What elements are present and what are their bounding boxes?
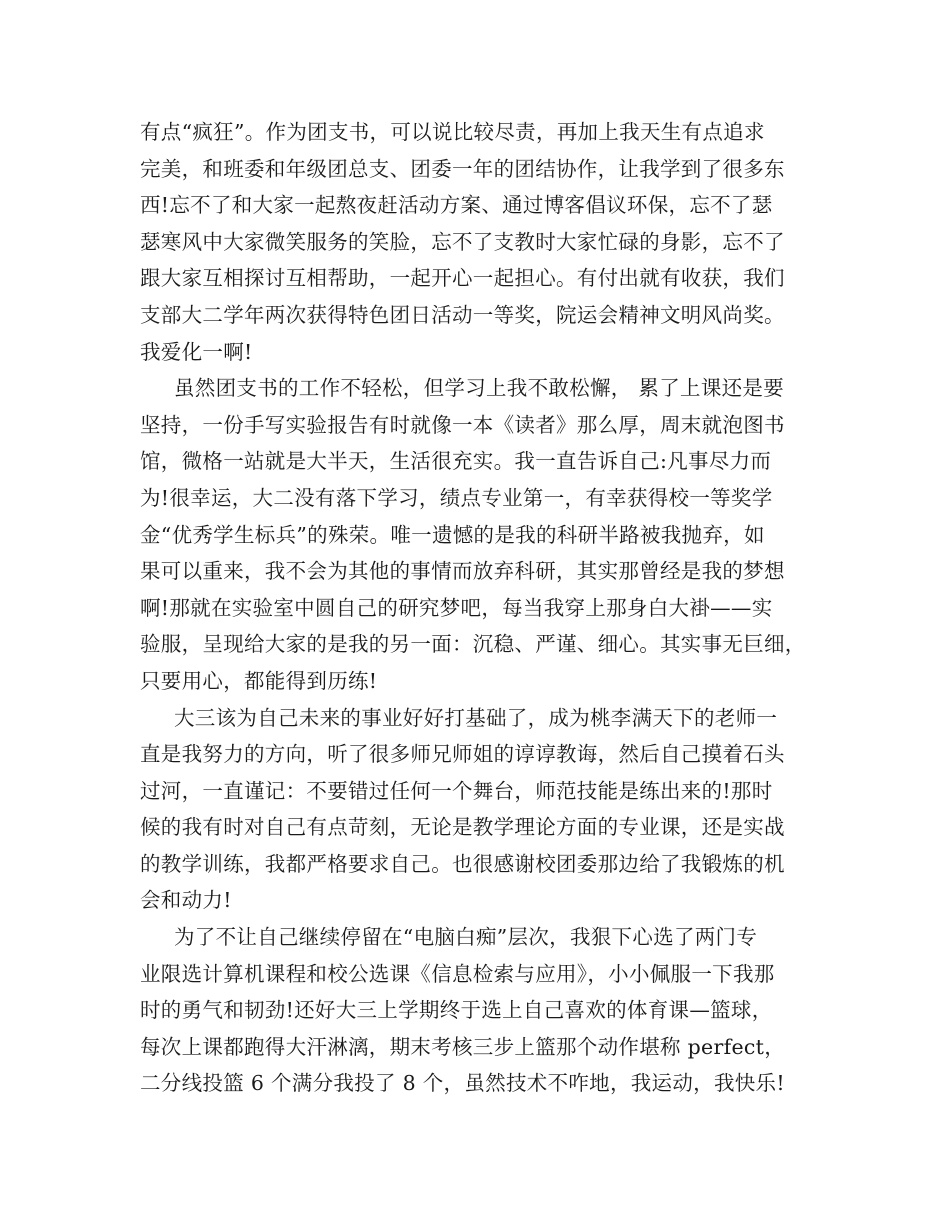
text-line: 跟大家互相探讨互相帮助，一起开心一起担心。有付出就有收获，我们 bbox=[140, 266, 785, 291]
text-line: 的教学训练，我都严格要求自己。也很感谢校团委那边给了我锻炼的机 bbox=[140, 851, 785, 876]
text-line: 验服，呈现给大家的是我的另一面：沉稳、严谨、细心。其实事无巨细， bbox=[140, 632, 806, 657]
text-line: 完美，和班委和年级团总支、团委一年的团结协作，让我学到了很多东 bbox=[140, 156, 785, 181]
text-line: 只要用心，都能得到历练! bbox=[140, 668, 378, 693]
text-line: 果可以重来，我不会为其他的事情而放弃科研，其实那曾经是我的梦想 bbox=[140, 559, 785, 584]
text-line: 时的勇气和韧劲!还好大三上学期终于选上自己喜欢的体育课—篮球， bbox=[140, 998, 773, 1023]
text-line: 西!忘不了和大家一起熬夜赶活动方案、通过博客倡议环保，忘不了瑟 bbox=[140, 193, 773, 218]
text-line: 坚持，一份手写实验报告有时就像一本《读者》那么厚，周末就泡图书 bbox=[140, 412, 785, 437]
text-line: 支部大二学年两次获得特色团日活动一等奖，院运会精神文明风尚奖。 bbox=[140, 302, 785, 327]
text-line: 直是我努力的方向，听了很多师兄师姐的谆谆教诲，然后自己摸着石头 bbox=[140, 742, 785, 767]
body-text bbox=[140, 114, 830, 1102]
text-line: 馆，微格一站就是大半天，生活很充实。我一直告诉自己:凡事尽力而 bbox=[140, 449, 772, 474]
text-line: 有点“疯狂”。作为团支书，可以说比较尽责，再加上我天生有点追求 bbox=[140, 120, 765, 144]
paragraph-first-line: 虽然团支书的工作不轻松，但学习上我不敢松懈， 累了上课还是要 bbox=[174, 376, 785, 401]
text-line: 过河，一直谨记：不要错过任何一个舞台，师范技能是练出来的!那时 bbox=[140, 778, 773, 803]
text-line: 啊!那就在实验室中圆自己的研究梦吧，每当我穿上那身白大褂——实 bbox=[140, 595, 773, 620]
text-line: 二分线投篮 6 个满分我投了 8 个，虽然技术不咋地，我运动，我快乐! bbox=[140, 1071, 785, 1096]
text-line: 为!很幸运，大二没有落下学习，绩点专业第一，有幸获得校一等奖学 bbox=[140, 485, 773, 510]
paragraph-first-line: 大三该为自己未来的事业好好打基础了，成为桃李满天下的老师一 bbox=[174, 705, 778, 730]
text-line: 金“优秀学生标兵”的殊荣。唯一遗憾的是我的科研半路被我抛弃，如 bbox=[140, 522, 765, 547]
text-line: 业限选计算机课程和校公选课《信息检索与应用》，小小佩服一下我那 bbox=[140, 961, 775, 986]
paragraph-first-line: 为了不让自己继续停留在“电脑白痴”层次，我狠下心选了两门专 bbox=[174, 925, 758, 950]
text-line: 会和动力! bbox=[140, 888, 232, 913]
text-line: 瑟寒风中大家微笑服务的笑脸，忘不了支教时大家忙碌的身影，忘不了 bbox=[140, 229, 785, 254]
text-line: 每次上课都跑得大汗淋漓，期末考核三步上篮那个动作堪称 perfect， bbox=[140, 1034, 786, 1059]
text-line: 候的我有时对自己有点苛刻，无论是教学理论方面的专业课，还是实战 bbox=[140, 815, 785, 840]
text-line: 我爱化一啊! bbox=[140, 339, 253, 364]
